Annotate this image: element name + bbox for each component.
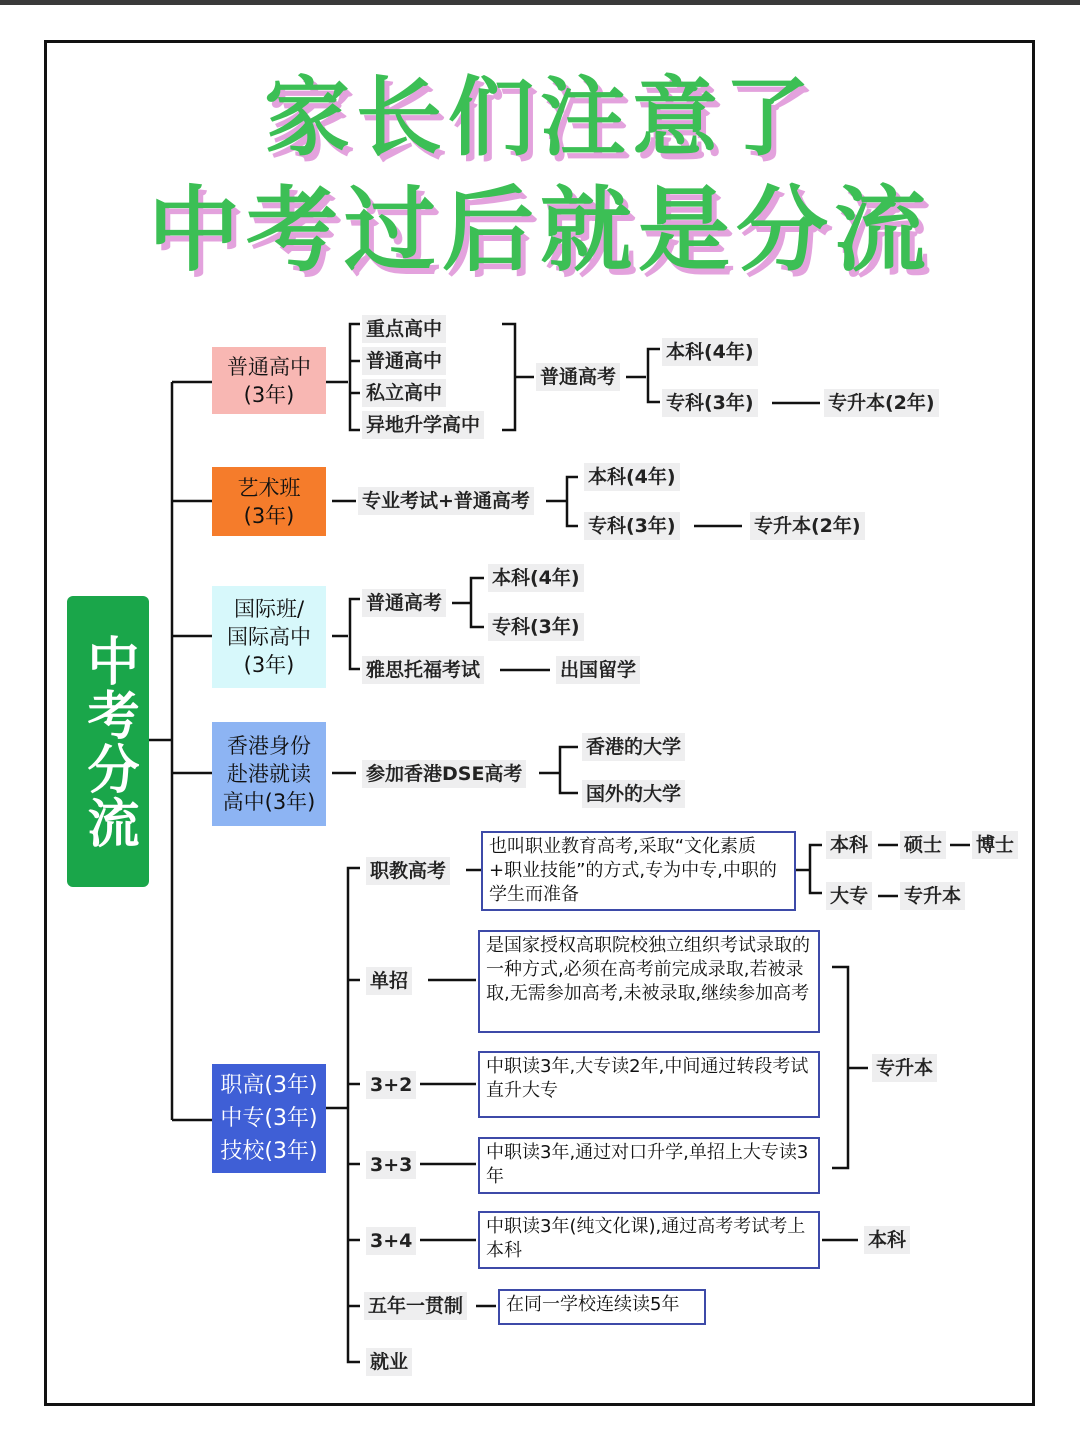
title-line-2: 中考过后就是分流	[147, 177, 932, 284]
voc-college: 大专	[826, 882, 872, 910]
school-normal: 普通高中	[362, 347, 446, 375]
voc-bachelor: 本科	[826, 831, 872, 859]
voc-phd: 博士	[972, 831, 1018, 859]
category-international: 国际班/ 国际高中 (3年)	[212, 586, 326, 688]
school-key: 重点高中	[362, 315, 446, 343]
voc-danzhao-desc: 是国家授权高职院校独立组织考试录取的一种方式,必须在高考前完成录取,若被录取,无需参加高考,未被录取,继续参加高考	[478, 930, 820, 1033]
intl-bachelor: 本科(4年)	[488, 564, 584, 592]
voc-3plus3-desc: 中职读3年,通过对口升学,单招上大专读3年	[478, 1137, 820, 1194]
title-line-1: 家长们注意了	[264, 68, 816, 168]
art-junior-college: 专科(3年)	[584, 512, 680, 540]
foreign-university: 国外的大学	[582, 780, 685, 808]
art-exam: 专业考试+普通高考	[358, 487, 534, 515]
voc-3plus4-desc: 中职读3年(纯文化课),通过高考考试考上本科	[478, 1211, 820, 1269]
voc-master: 硕士	[900, 831, 946, 859]
voc-zhijiao-desc: 也叫职业教育高考,采取“文化素质+职业技能”的方式,专为中专,中职的学生而准备	[481, 831, 796, 911]
voc-danzhao: 单招	[366, 967, 412, 995]
category-general-high-school: 普通高中 (3年)	[212, 347, 326, 414]
general-exam: 普通高考	[536, 363, 620, 391]
voc-3plus2: 3+2	[366, 1071, 416, 1099]
general-upgrade: 专升本(2年)	[824, 389, 939, 417]
intl-study-abroad: 出国留学	[556, 656, 640, 684]
voc-3plus2-desc: 中职读3年,大专读2年,中间通过转段考试直升大专	[478, 1051, 820, 1118]
voc-3plus4-bachelor: 本科	[864, 1226, 910, 1254]
category-hong-kong: 香港身份 赴港就读 高中(3年)	[212, 722, 326, 826]
art-upgrade: 专升本(2年)	[750, 512, 865, 540]
general-junior-college: 专科(3年)	[662, 389, 758, 417]
voc-five-year-desc: 在同一学校连续读5年	[498, 1289, 706, 1325]
intl-exam: 普通高考	[362, 589, 446, 617]
school-remote: 异地升学高中	[362, 411, 484, 439]
voc-zhijiao-exam: 职教高考	[366, 857, 450, 885]
general-bachelor: 本科(4年)	[662, 338, 758, 366]
category-art-class: 艺术班 (3年)	[212, 467, 326, 536]
school-private: 私立高中	[362, 379, 446, 407]
intl-junior-college: 专科(3年)	[488, 613, 584, 641]
hk-university: 香港的大学	[582, 733, 685, 761]
voc-upgrade: 专升本	[900, 882, 965, 910]
category-vocational: 职高(3年) 中专(3年) 技校(3年)	[212, 1064, 326, 1173]
voc-upgrade-group: 专升本	[872, 1054, 937, 1082]
intl-ielts-toefl: 雅思托福考试	[362, 656, 484, 684]
hk-dse-exam: 参加香港DSE高考	[362, 760, 526, 788]
voc-five-year: 五年一贯制	[364, 1292, 467, 1320]
root-node: 中考分流	[67, 596, 149, 887]
art-bachelor: 本科(4年)	[584, 463, 680, 491]
voc-3plus4: 3+4	[366, 1227, 416, 1255]
voc-employment: 就业	[366, 1348, 412, 1376]
voc-3plus3: 3+3	[366, 1151, 416, 1179]
